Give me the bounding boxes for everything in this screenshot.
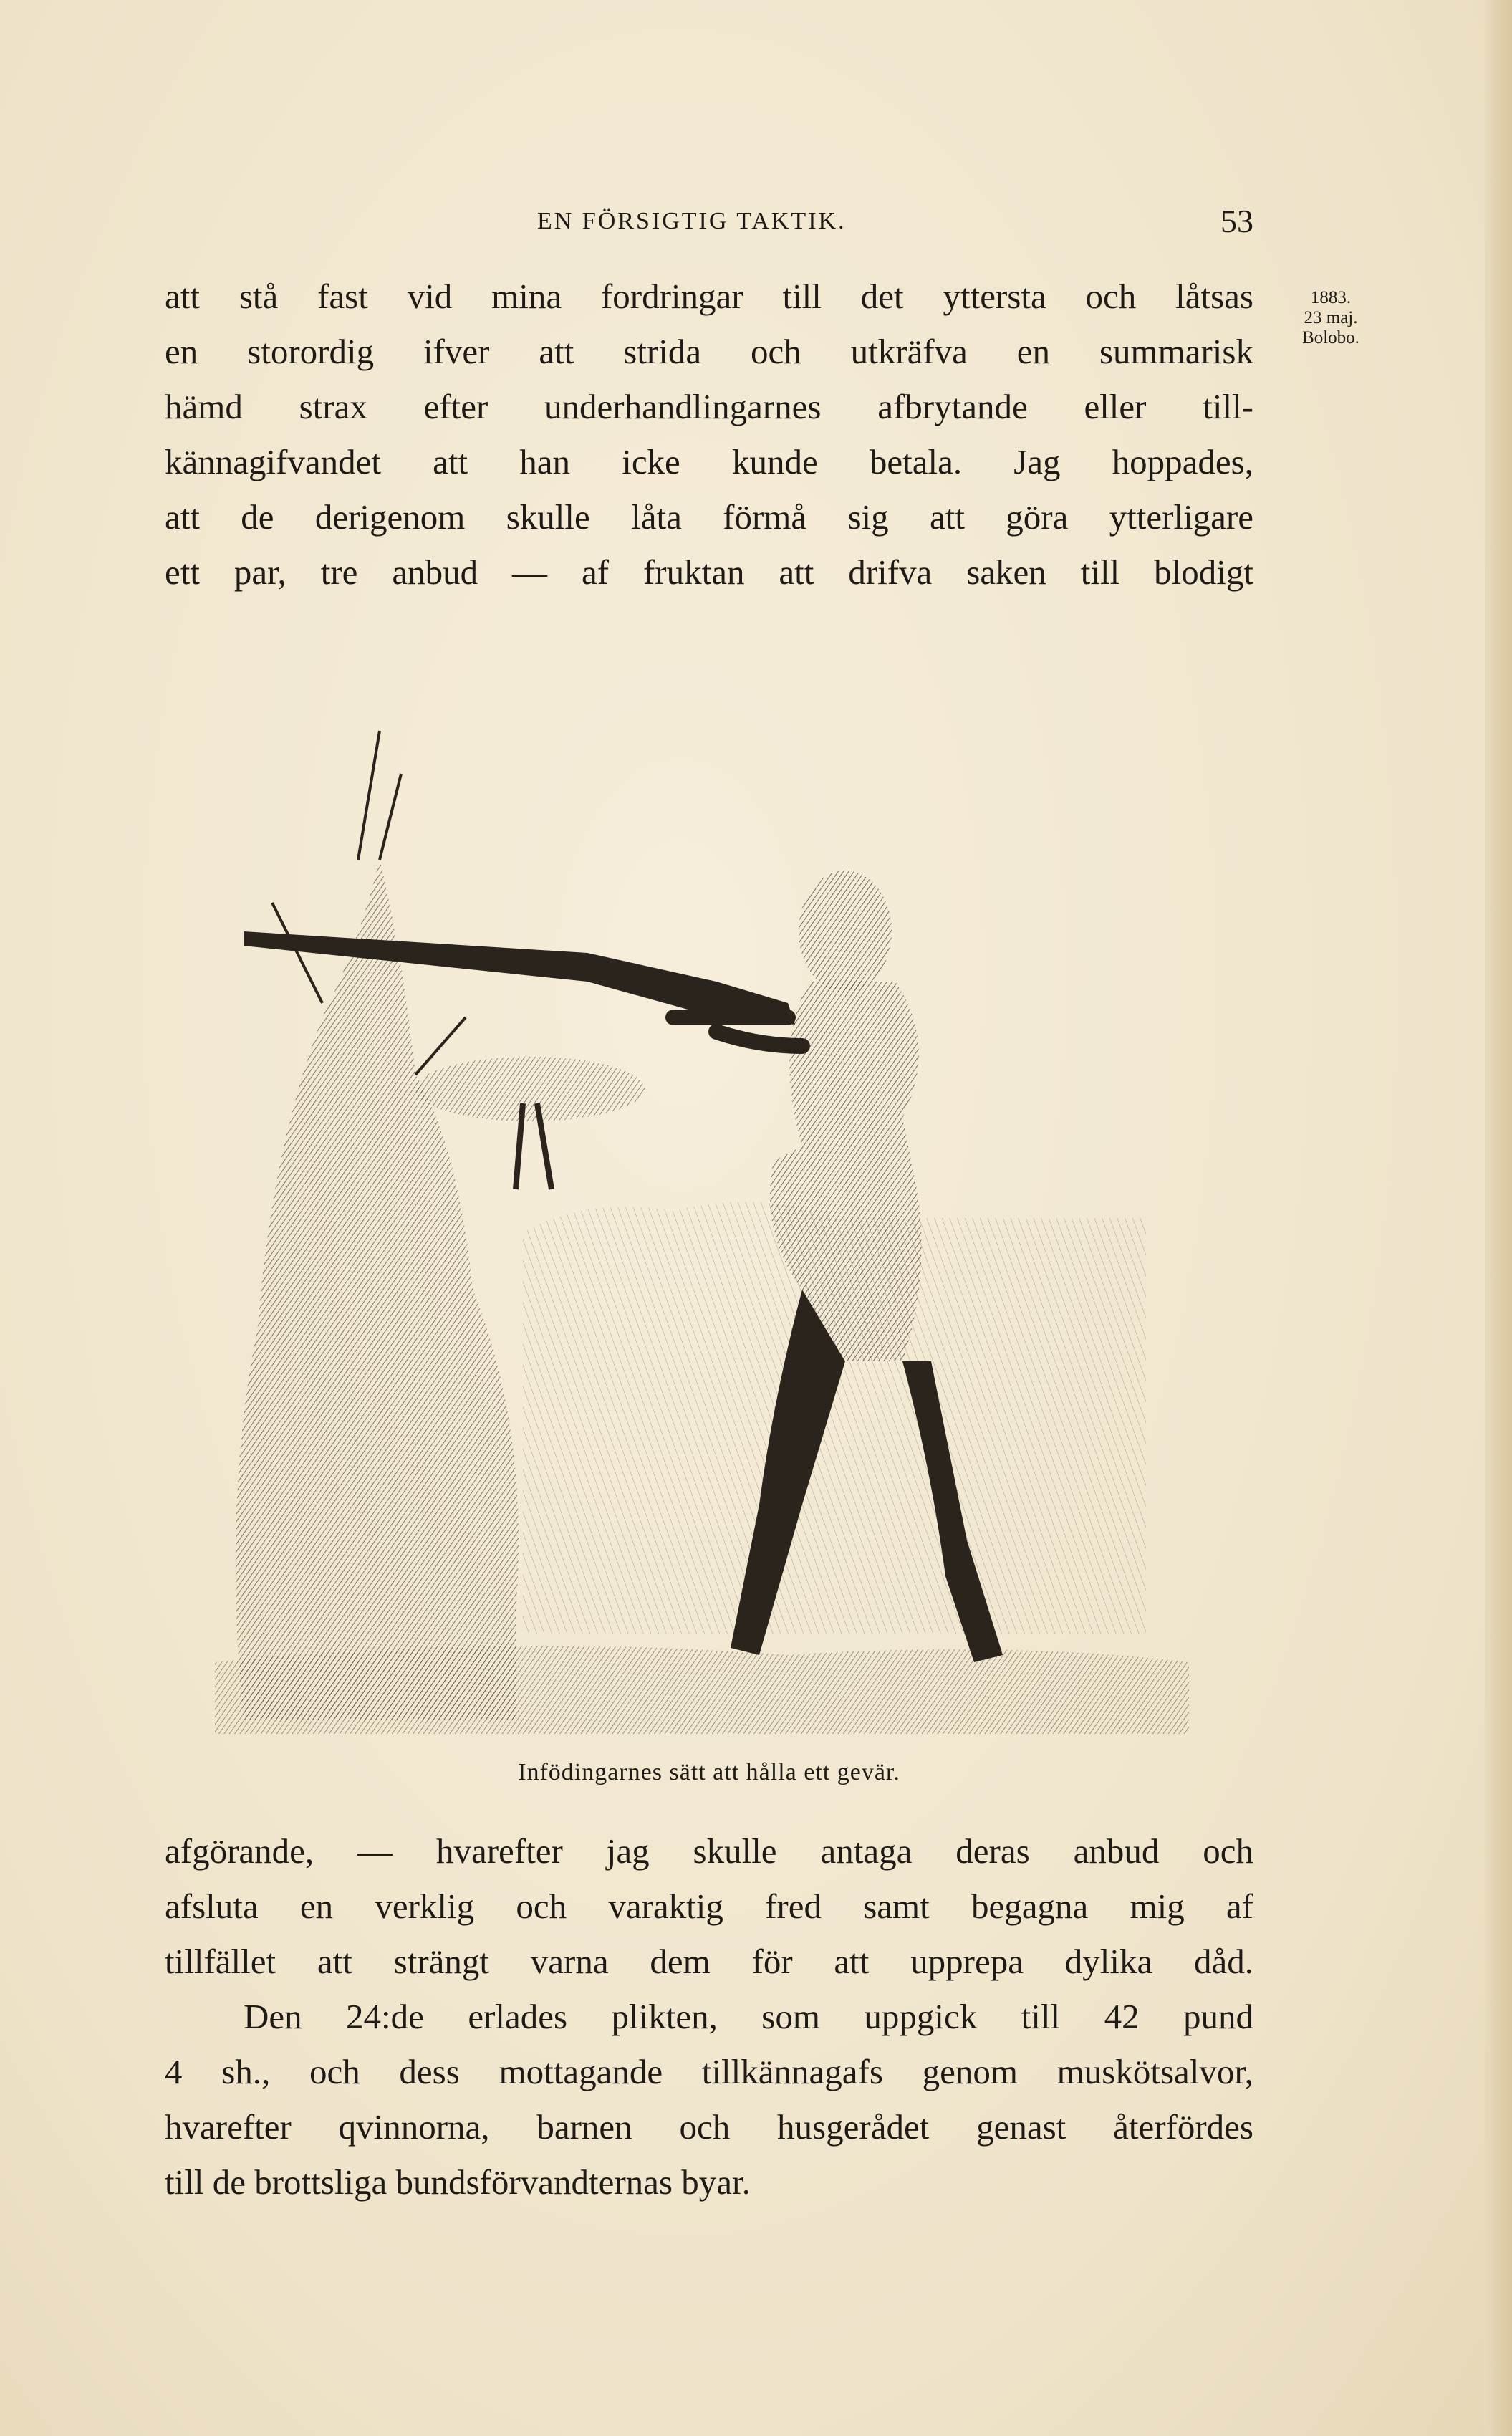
- text-line: afsluta en verklig och varaktig fred samt begagna mig af: [165, 1886, 1253, 1926]
- text-line: hvarefter qvinnorna, barnen och husgerådet genast återfördes: [165, 2107, 1253, 2147]
- text-line: kännagifvandet att han icke kunde betala. Jag hoppades,: [165, 442, 1253, 481]
- text-line: tillfället att strängt varna dem för att upprepa dylika dåd.: [165, 1942, 1253, 1981]
- text-line: Den 24:de erlades plikten, som uppgick till 42 pund: [244, 1997, 1253, 2036]
- page-edge: [1485, 0, 1512, 2436]
- margin-note-year: 1883.: [1310, 288, 1352, 307]
- text-line: 4 sh., och dess mottagande tillkännagafs genom muskötsalvor,: [165, 2052, 1253, 2091]
- margin-note-place: Bolobo.: [1302, 328, 1359, 347]
- text-line: afgörande, — hvarefter jag skulle antaga deras anbud och: [165, 1831, 1253, 1871]
- margin-note-date: 23 maj.: [1304, 308, 1358, 327]
- text-line: hämd strax efter underhandlingarnes afbrytande eller till-: [165, 387, 1253, 426]
- bush-icon: [236, 731, 519, 1720]
- text-line: att de derigenom skulle låta förmå sig att göra ytterligare: [165, 497, 1253, 537]
- text-line: ett par, tre anbud — af fruktan att drifva saken till blodigt: [165, 552, 1253, 592]
- page-header: [165, 202, 1253, 245]
- engraving-illustration: [215, 645, 1189, 1734]
- text-line: en storordig ifver att strida och utkräfva en summarisk: [165, 332, 1253, 371]
- ground-grass: [215, 1646, 1189, 1734]
- text-line: till de brottsliga bundsförvandternas byar.: [165, 2162, 751, 2202]
- paragraph-bottom: [165, 1823, 1253, 2210]
- text-line: att stå fast vid mina fordringar till det yttersta och låtsas: [165, 277, 1253, 316]
- margin-note: [1288, 288, 1374, 348]
- page-number: 53: [1220, 203, 1253, 239]
- paragraph-top: [165, 269, 1253, 600]
- running-title: EN FÖRSIGTIG TAKTIK.: [537, 208, 847, 234]
- illustration-caption: Infödingarnes sätt att hålla ett gevär.: [518, 1759, 900, 1785]
